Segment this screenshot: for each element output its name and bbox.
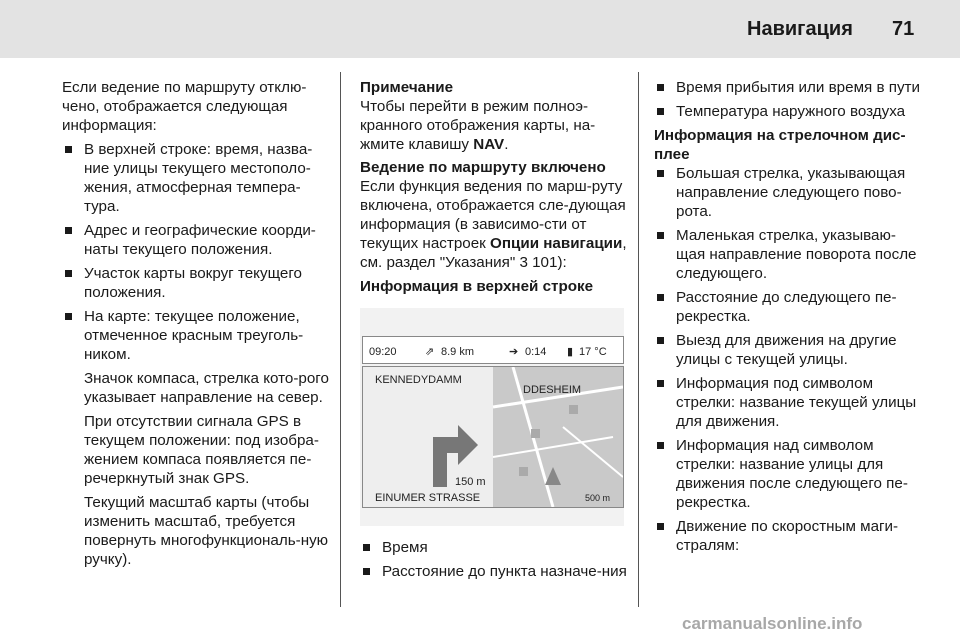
bullet-square-icon <box>363 544 370 551</box>
list-item: Время <box>360 538 628 557</box>
bullet-square-icon <box>363 568 370 575</box>
screen-duration: 0:14 <box>525 346 547 358</box>
bullet-square-icon <box>657 170 664 177</box>
subsection-title: Информация в верхней строке <box>360 278 594 295</box>
list-item: На карте: текущее положение, отмеченное красным треуголь-ником. <box>62 307 334 364</box>
list-item: Адрес и географические коорди-наты текущего положения. <box>62 221 334 259</box>
bullet-square-icon <box>657 84 664 91</box>
screen-time: 09:20 <box>369 346 397 358</box>
list-item: В верхней строке: время, назва-ние улицы текущего местополо-жения, атмосферная темпера-тура. <box>62 140 334 216</box>
list-item: Маленькая стрелка, указываю-щая направление поворота после следующего. <box>654 226 924 283</box>
bullet-square-icon <box>657 442 664 449</box>
list-item: Выезд для движения на другие улицы с текущей улицы. <box>654 331 924 369</box>
section-title: Информация на стрелочном дис-плее <box>654 127 906 163</box>
bullet-square-icon <box>657 523 664 530</box>
list-item: Участок карты вокруг текущего положения. <box>62 264 334 302</box>
intro-paragraph: Если ведение по маршруту отклю-чено, отображается следующая информация: <box>62 79 307 134</box>
section-paragraph: Если функция ведения по марш-руту включена, отображается сле-дующая информация (в зависимо-сти от текущих настроек Опции навигации, см. раздел "Указания" 3 101): <box>360 178 627 271</box>
watermark: carmanualsonline.info <box>682 614 863 633</box>
map-area-label: DDESHEIM <box>523 384 582 396</box>
column-divider <box>638 72 639 607</box>
screen-top-bar <box>362 336 624 364</box>
page-header <box>0 0 960 58</box>
note-text: Чтобы перейти в режим полноэ-кранного отображения карты, на-жмите клавишу <box>360 98 596 153</box>
column-3 <box>654 78 924 560</box>
page-number: 71 <box>892 18 915 40</box>
note-box: Примечание Чтобы перейти в режим полноэ-кранного отображения карты, на-жмите клавишу NAV. <box>360 78 628 154</box>
list-item: Большая стрелка, указывающая направление следующего пово-рота. <box>654 164 924 221</box>
list-item: Информация под символом стрелки: название текущей улицы для движения. <box>654 374 924 431</box>
section-title: Ведение по маршруту включено <box>360 159 606 176</box>
column-2 <box>360 78 628 586</box>
map-area <box>362 366 624 508</box>
sub-paragraph: При отсутствии сигнала GPS в текущем положении: под изобра-жением компаса появляется пе-речеркнутый знак GPS. <box>84 413 319 487</box>
page-title: Навигация <box>747 18 853 40</box>
column-divider <box>340 72 341 607</box>
bullet-square-icon <box>65 313 72 320</box>
bullet-square-icon <box>657 337 664 344</box>
thermometer-icon: ▮ <box>567 346 574 358</box>
map-scale: 500 m <box>585 493 611 503</box>
map-street-bottom: EINUMER STRASSE <box>375 492 481 504</box>
map-turn-distance: 150 m <box>455 476 486 488</box>
map-street-top: KENNEDYDAMM <box>375 374 462 386</box>
navigation-screen-image <box>360 308 624 526</box>
screen-temp: 17 °C <box>579 346 607 358</box>
list-item: Температура наружного воздуха <box>654 102 924 121</box>
list-item: Расстояние до пункта назначе-ния <box>360 562 628 581</box>
bullet-square-icon <box>657 232 664 239</box>
bullet-square-icon <box>65 227 72 234</box>
bullet-square-icon <box>65 146 72 153</box>
list-item: Информация над символом стрелки: название улицы для движения после следующего пе-рекрестка. <box>654 436 924 512</box>
list-item: Расстояние до следующего пе-рекрестка. <box>654 288 924 326</box>
screen-distance: 8.9 km <box>441 346 475 358</box>
arrival-icon: ➔ <box>509 346 519 358</box>
sub-paragraph: Значок компаса, стрелка кото-рого указывает направление на север. <box>84 370 329 406</box>
bullet-square-icon <box>657 380 664 387</box>
column-1 <box>62 78 334 574</box>
list-item: Время прибытия или время в пути <box>654 78 924 97</box>
car-icon: ⇗ <box>425 346 435 358</box>
bullet-square-icon <box>657 108 664 115</box>
bullet-square-icon <box>657 294 664 301</box>
note-title: Примечание <box>360 79 454 96</box>
list-item: Движение по скоростным маги-стралям: <box>654 517 924 555</box>
sub-paragraph: Текущий масштаб карты (чтобы изменить масштаб, требуется повернуть многофункциональ-ную ручку). <box>84 494 329 568</box>
nav-key-label: NAV <box>473 136 505 153</box>
bullet-square-icon <box>65 270 72 277</box>
